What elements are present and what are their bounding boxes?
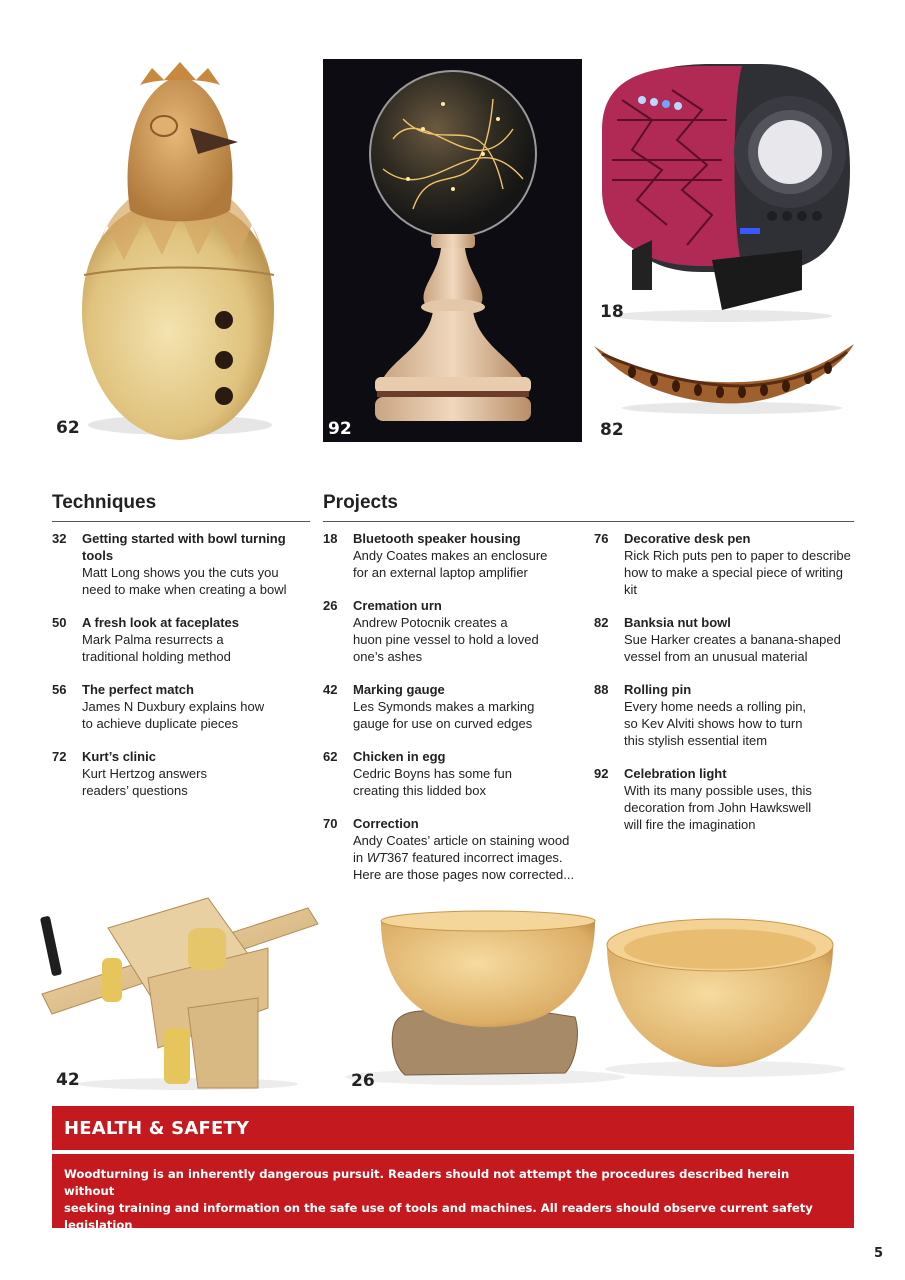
photo-chicken-in-egg	[52, 50, 314, 445]
page-number: 5	[873, 1246, 883, 1261]
entry-desc: Andy Coates makes an enclosure for an external laptop amplifier	[353, 548, 548, 580]
photo-bluetooth-speaker	[592, 60, 854, 322]
photo-number-gauge: 42	[56, 1070, 80, 1090]
entry-desc-italic: WT	[366, 850, 387, 865]
entry-title: Bluetooth speaker housing	[353, 531, 521, 546]
contents-entry[interactable]	[323, 815, 585, 883]
celebration-light-illustration	[323, 59, 582, 442]
entry-page: 18	[323, 531, 338, 546]
entry-title: Getting started with bowl turning tools	[82, 531, 286, 563]
entry-page: 26	[323, 598, 338, 613]
entry-desc: Cedric Boyns has some fun creating this lidded box	[353, 766, 512, 798]
techniques-heading: Techniques	[52, 492, 157, 513]
photo-number-speaker: 18	[600, 302, 624, 322]
entry-desc-part: 367 featured incorrect images. Here are those pages now corrected...	[353, 850, 575, 882]
projects-list-left	[323, 530, 585, 899]
entry-desc: James N Duxbury explains how to achieve duplicate pieces	[82, 699, 265, 731]
photo-celebration-light	[323, 59, 582, 442]
photo-number-banksia: 82	[600, 420, 624, 440]
marking-gauge-illustration	[38, 888, 320, 1094]
photo-cremation-urn	[345, 905, 855, 1093]
entry-desc: Matt Long shows you the cuts you need to make when creating a bowl	[82, 565, 287, 597]
entry-title: Marking gauge	[353, 682, 445, 697]
entry-title: Celebration light	[624, 766, 727, 781]
entry-title: Correction	[353, 816, 419, 831]
entry-page: 50	[52, 615, 67, 630]
entry-page: 62	[323, 749, 338, 764]
health-safety-panel	[52, 1154, 854, 1249]
entry-page: 42	[323, 682, 338, 697]
entry-title: Kurt’s clinic	[82, 749, 156, 764]
entry-title: Decorative desk pen	[624, 531, 751, 546]
projects-list-right	[594, 530, 856, 849]
contents-entry[interactable]	[594, 530, 856, 598]
entry-title: A fresh look at faceplates	[82, 615, 240, 630]
contents-entry[interactable]	[52, 748, 314, 799]
health-safety-text: Woodturning is an inherently dangerous pursuit. Readers should not attempt the procedures described herein without seeking training and information on the safe use of tools and machines. All readers should observe current safety legislation when turning and wear appropriate personal protective equipment (PPE) and respiratory protective equipment (RPE).	[64, 1167, 840, 1249]
photo-banksia-bowl	[592, 336, 854, 442]
entry-desc: Rick Rich puts pen to paper to describe how to make a special piece of writing kit	[624, 548, 851, 597]
photo-number-light: 92	[328, 419, 352, 439]
entry-page: 88	[594, 682, 609, 697]
entry-desc: Kurt Hertzog answers readers’ questions	[82, 766, 207, 798]
entry-desc	[353, 832, 585, 883]
photo-marking-gauge	[38, 888, 320, 1094]
entry-title: The perfect match	[82, 682, 194, 697]
projects-heading: Projects	[323, 492, 398, 513]
entry-desc: Every home needs a rolling pin, so Kev Alviti shows how to turn this stylish essential item	[624, 699, 807, 748]
contents-entry[interactable]	[323, 681, 585, 732]
banksia-bowl-illustration	[592, 336, 854, 416]
entry-desc: With its many possible uses, this decoration from John Hawkswell will fire the imagination	[624, 783, 812, 832]
entry-desc: Sue Harker creates a banana-shaped vessel from an unusual material	[624, 632, 841, 664]
entry-page: 76	[594, 531, 609, 546]
entry-title: Chicken in egg	[353, 749, 446, 764]
chicken-egg-illustration	[52, 50, 314, 445]
photo-number-urn: 26	[351, 1071, 375, 1091]
contents-entry[interactable]	[323, 530, 585, 581]
entry-title: Banksia nut bowl	[624, 615, 731, 630]
photo-number-chicken: 62	[56, 418, 80, 438]
techniques-list	[52, 530, 314, 815]
entry-page: 32	[52, 531, 67, 546]
entry-desc: Mark Palma resurrects a traditional holding method	[82, 632, 231, 664]
entry-page: 92	[594, 766, 609, 781]
contents-entry[interactable]	[323, 748, 585, 799]
entry-page: 72	[52, 749, 67, 764]
entry-desc: Andrew Potocnik creates a huon pine vessel to hold a loved one’s ashes	[353, 615, 539, 664]
entry-title: Rolling pin	[624, 682, 692, 697]
speaker-illustration	[592, 60, 854, 322]
entry-page: 82	[594, 615, 609, 630]
contents-entry[interactable]	[594, 765, 856, 833]
contents-entry[interactable]	[52, 530, 314, 598]
contents-entry[interactable]	[52, 614, 314, 665]
health-safety-heading: HEALTH & SAFETY	[64, 1118, 250, 1139]
entry-title: Cremation urn	[353, 598, 442, 613]
projects-rule	[323, 521, 854, 522]
cremation-urn-illustration	[345, 905, 855, 1093]
entry-page: 70	[323, 816, 338, 831]
contents-entry[interactable]	[594, 614, 856, 665]
techniques-rule	[52, 521, 310, 522]
entry-page: 56	[52, 682, 67, 697]
contents-entry[interactable]	[594, 681, 856, 749]
contents-entry[interactable]	[52, 681, 314, 732]
entry-desc: Les Symonds makes a marking gauge for use on curved edges	[353, 699, 535, 731]
contents-entry[interactable]	[323, 597, 585, 665]
entry-desc-part: Andy Coates’ article on staining wood in	[353, 833, 570, 865]
health-safety-header	[52, 1106, 854, 1150]
